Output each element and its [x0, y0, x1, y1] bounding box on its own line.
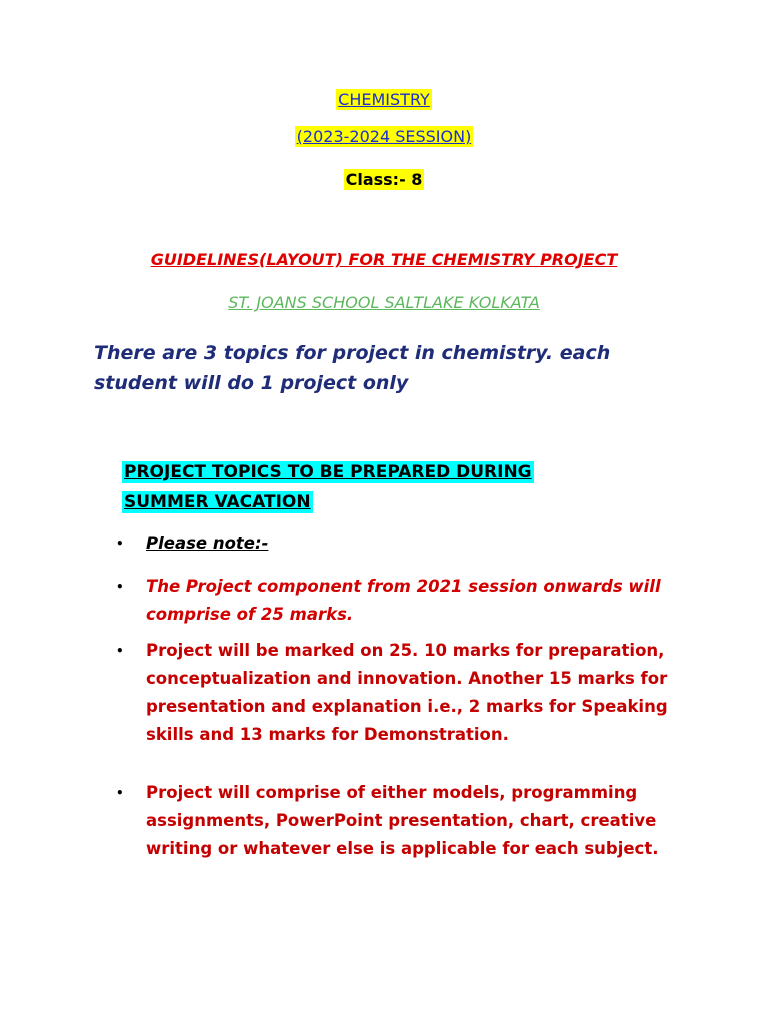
session-text: (2023-2024 SESSION)	[296, 127, 472, 146]
subject-title	[0, 90, 768, 109]
note-project-forms: Project will comprise of either models, programming assignments, PowerPoint presentation, chart, creative writing or whatever else is applicable for each subject.	[146, 783, 659, 858]
bullet-icon: •	[116, 580, 124, 594]
class-text: Class:- 8	[345, 170, 423, 189]
bullet-icon: •	[116, 537, 124, 551]
session-line	[0, 127, 768, 146]
subject-title-text: CHEMISTRY	[338, 90, 430, 109]
list-item	[116, 530, 716, 558]
list-item	[116, 637, 716, 749]
guidelines-heading: GUIDELINES(LAYOUT) FOR THE CHEMISTRY PROJECT	[150, 250, 618, 269]
bullet-icon: •	[116, 786, 124, 800]
list-item	[116, 779, 716, 863]
note-marking-scheme: Project will be marked on 25. 10 marks for preparation, conceptualization and innovation. Another 15 marks for presentation and explanation i.e., 2 marks for Speaking skills and 13 marks for Demonstration.	[146, 641, 668, 744]
list-item	[116, 573, 716, 629]
project-topics-heading	[122, 457, 622, 517]
notes-list	[116, 530, 716, 863]
topics-heading-line1: PROJECT TOPICS TO BE PREPARED DURING	[124, 462, 532, 482]
topics-heading-line2: SUMMER VACATION	[124, 492, 311, 512]
class-line	[0, 170, 768, 189]
note-project-component: The Project component from 2021 session onwards will comprise of 25 marks.	[146, 577, 661, 624]
please-note-label: Please note:-	[146, 534, 269, 553]
bullet-icon: •	[116, 644, 124, 658]
school-name: ST. JOANS SCHOOL SALTLAKE KOLKATA	[228, 293, 540, 312]
intro-paragraph: There are 3 topics for project in chemistry. each student will do 1 project only	[94, 342, 611, 394]
